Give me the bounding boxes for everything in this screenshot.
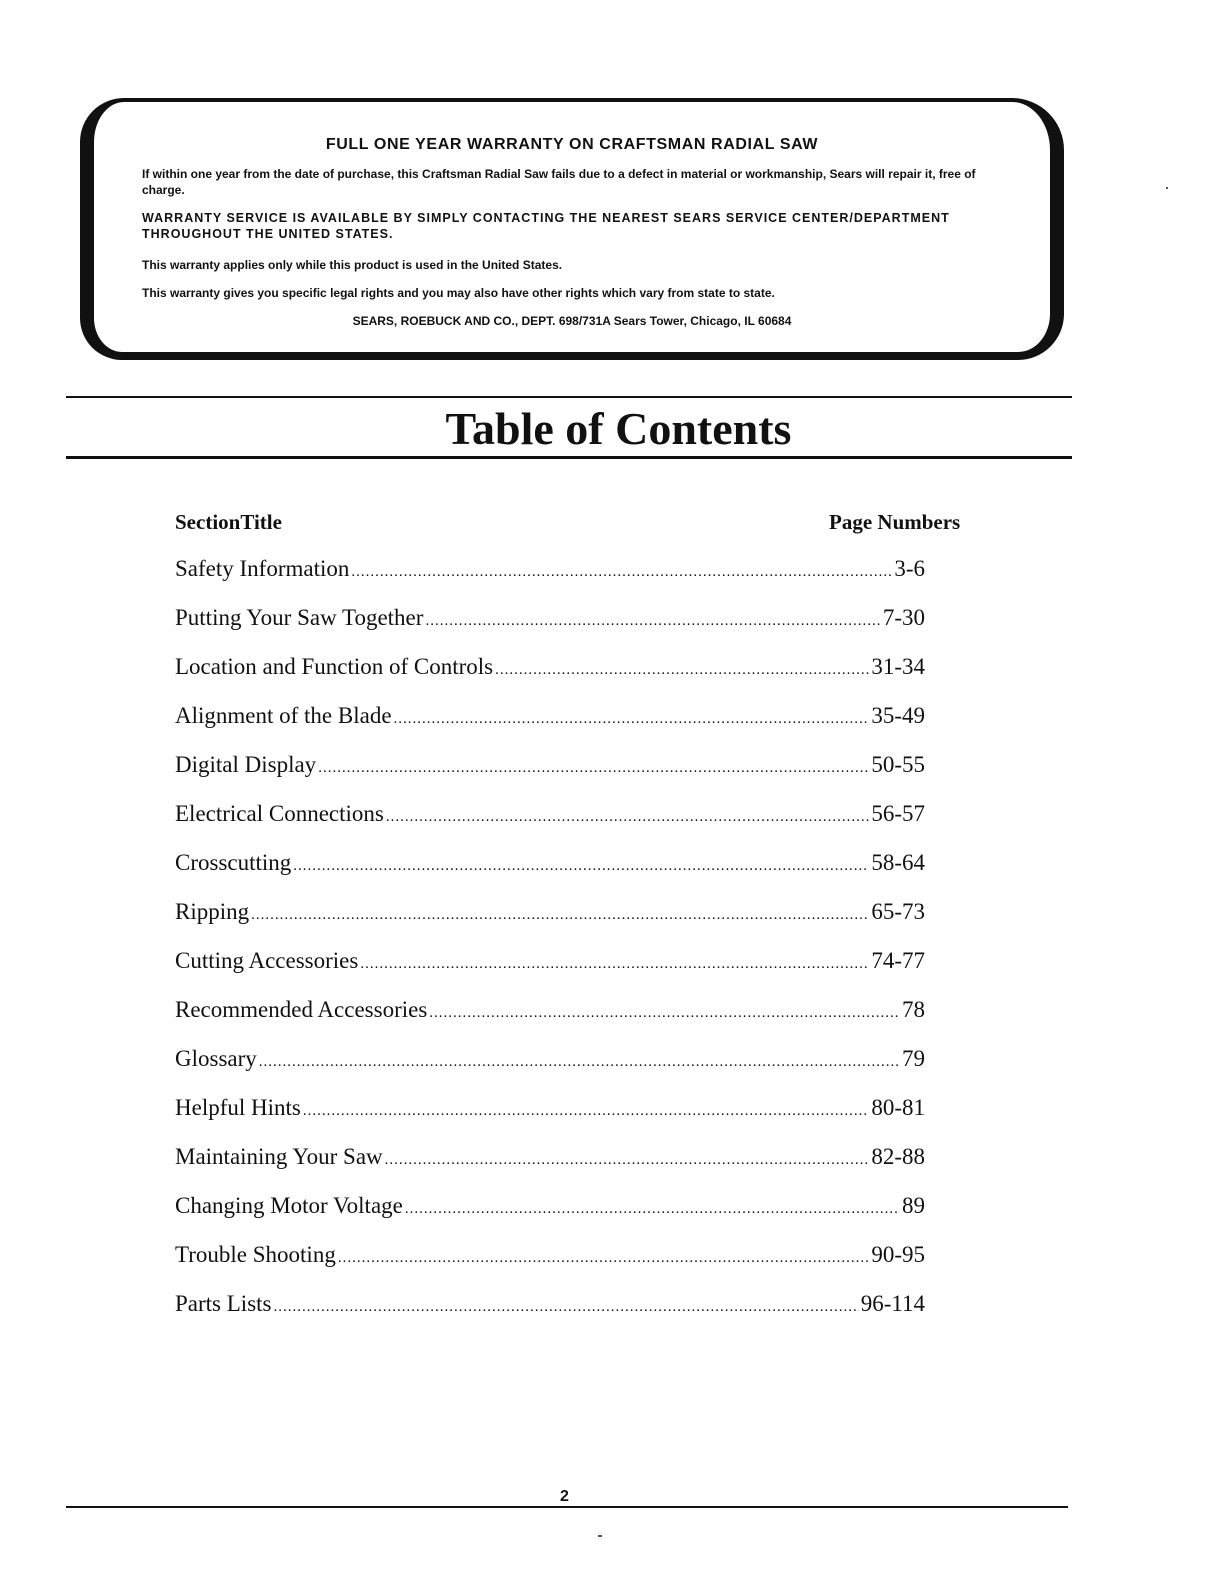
dot-leader (385, 1152, 870, 1169)
toc-entry-label: Changing Motor Voltage (175, 1193, 403, 1218)
top-divider (66, 396, 1072, 398)
dot-leader (429, 1005, 900, 1022)
toc-entry-pages: 50-55 (871, 752, 925, 777)
toc-entry-pages: 78 (902, 997, 925, 1022)
toc-entry-label: Electrical Connections (175, 801, 384, 826)
warranty-box (80, 98, 1064, 360)
toc-entry-label: Alignment of the Blade (175, 703, 392, 728)
toc-entry-pages: 90-95 (871, 1242, 925, 1267)
toc-entry-label: Recommended Accessories (175, 997, 428, 1022)
toc-entry (175, 1193, 925, 1242)
dot-leader (386, 809, 869, 826)
scan-speck (598, 1535, 602, 1537)
page-number: 2 (560, 1488, 569, 1505)
dot-leader (303, 1103, 869, 1120)
toc-entry (175, 1242, 925, 1291)
toc-title: Table of Contents (445, 403, 792, 454)
toc-entry-label: Helpful Hints (175, 1095, 301, 1120)
toc-entry (175, 1095, 925, 1144)
toc-entry-pages: 3-6 (894, 556, 925, 581)
dot-leader (318, 760, 869, 777)
toc-entry (175, 752, 925, 801)
toc-entry-label: Digital Display (175, 752, 317, 777)
title-divider (66, 456, 1072, 459)
toc-entry-label: Glossary (175, 1046, 257, 1071)
toc-entry-pages: 79 (902, 1046, 925, 1071)
toc-entry (175, 948, 925, 997)
warranty-paragraph-service: WARRANTY SERVICE IS AVAILABLE BY SIMPLY CONTACTING THE NEAREST SEARS SERVICE CENTER/DEPARTMENT THROUGHOUT THE UNITED STATES. (142, 211, 950, 241)
toc-entry (175, 801, 925, 850)
dot-leader (338, 1250, 870, 1267)
dot-leader (495, 662, 869, 679)
warranty-address: SEARS, ROEBUCK AND CO., DEPT. 698/731A Sears Tower, Chicago, IL 60684 (352, 314, 792, 328)
toc-entry-pages: 58-64 (871, 850, 925, 875)
page-numbers-header: Page Numbers (829, 510, 961, 534)
toc-entry-label: Maintaining Your Saw (175, 1144, 383, 1169)
toc-entry-pages: 31-34 (871, 654, 925, 679)
toc-entry-pages: 89 (902, 1193, 925, 1218)
section-title-header: SectionTitle (175, 510, 282, 534)
warranty-title: FULL ONE YEAR WARRANTY ON CRAFTSMAN RADIAL SAW (325, 136, 819, 153)
scan-speck (1166, 187, 1168, 189)
toc-entry (175, 605, 925, 654)
toc-entry-label: Cutting Accessories (175, 948, 359, 973)
dot-leader (394, 711, 870, 728)
toc-entry-pages: 56-57 (871, 801, 925, 826)
footer-divider (66, 1506, 1068, 1508)
toc-entry-label: Safety Information (175, 556, 350, 581)
toc-entry-pages: 65-73 (871, 899, 925, 924)
toc-entry (175, 1144, 925, 1193)
warranty-paragraph-coverage: If within one year from the date of purchase, this Craftsman Radial Saw fails due to a defect in material or workmanship, Sears will repair it, free of charge. (142, 167, 976, 197)
toc-entry (175, 997, 925, 1046)
toc-entry (175, 850, 925, 899)
dot-leader (351, 564, 892, 581)
toc-entry (175, 654, 925, 703)
toc-entry-label: Trouble Shooting (175, 1242, 336, 1267)
toc-entry (175, 1046, 925, 1095)
toc-entry-label: Crosscutting (175, 850, 292, 875)
toc-entry-pages: 74-77 (871, 948, 925, 973)
toc-entry-label: Location and Function of Controls (175, 654, 494, 679)
toc-entry (175, 899, 925, 948)
toc-entry (175, 703, 925, 752)
dot-leader (293, 858, 869, 875)
dot-leader (251, 907, 869, 924)
toc-entry-pages: 80-81 (871, 1095, 925, 1120)
dot-leader (405, 1201, 900, 1218)
toc-entry (175, 556, 925, 605)
toc-entry-pages: 96-114 (860, 1291, 925, 1316)
toc-entry-label: Putting Your Saw Together (175, 605, 424, 630)
warranty-paragraph-rights: This warranty gives you specific legal rights and you may also have other rights which vary from state to state. (142, 286, 775, 300)
toc-entry (175, 1291, 925, 1340)
toc-entry-pages: 7-30 (882, 605, 925, 630)
warranty-paragraph-usage: This warranty applies only while this product is used in the United States. (142, 258, 563, 272)
dot-leader (425, 613, 880, 630)
toc-entry-pages: 35-49 (871, 703, 925, 728)
dot-leader (259, 1054, 900, 1071)
toc-entry-pages: 82-88 (871, 1144, 925, 1169)
toc-list (175, 556, 925, 1340)
dot-leader (360, 956, 869, 973)
toc-entry-label: Parts Lists (175, 1291, 272, 1316)
toc-entry-label: Ripping (175, 899, 250, 924)
dot-leader (273, 1299, 858, 1316)
